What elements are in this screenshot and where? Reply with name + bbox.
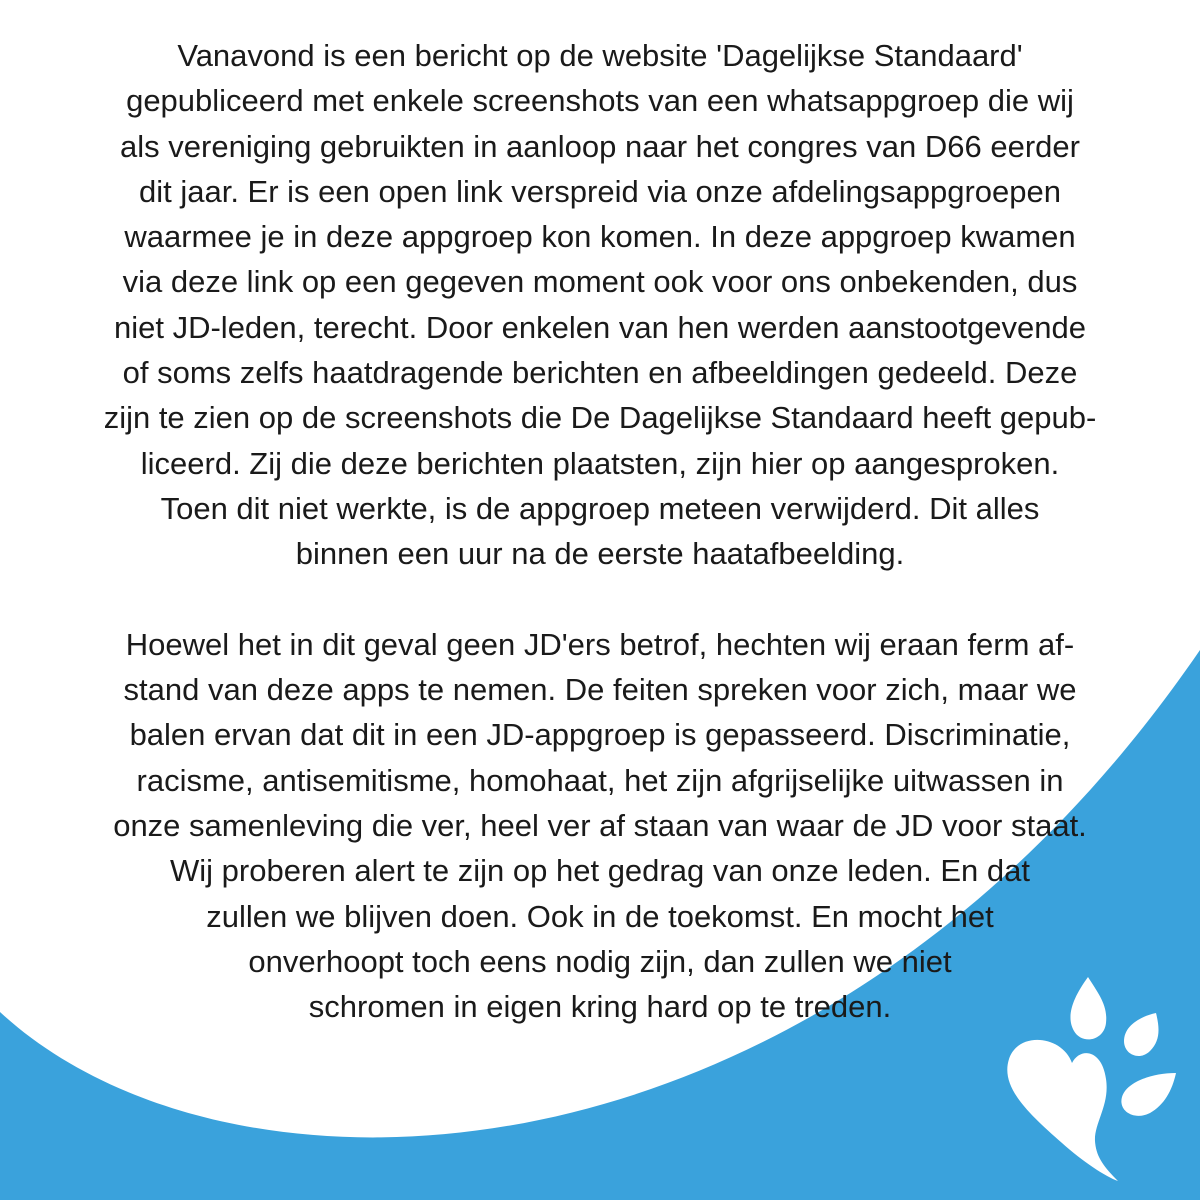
- statement-text: [0, 33, 1200, 1030]
- drop-long-shape: [1121, 1073, 1176, 1116]
- text-line: balen ervan dat dit in een JD-appgroep is gepasseerd. Discriminatie,: [129, 717, 1071, 753]
- paragraph-spacer: [0, 577, 1200, 622]
- text-line: waarmee je in deze appgroep kon komen. In deze appgroep kwamen: [124, 219, 1076, 255]
- text-line: als vereniging gebruikten in aanloop naar het congres van D66 eerder: [120, 128, 1080, 164]
- text-line: onverhoopt toch eens nodig zijn, dan zullen we niet: [248, 943, 952, 979]
- text-line: Wij proberen alert te zijn op het gedrag van onze leden. En dat: [170, 853, 1030, 889]
- text-line: liceerd. Zij die deze berichten plaatsten, zijn hier op aangesproken.: [140, 445, 1060, 481]
- text-line: racisme, antisemitisme, homohaat, het zijn afgrijselijke uitwassen in: [136, 762, 1064, 798]
- text-line: gepubliceerd met enkele screenshots van een whatsappgroep die wij: [126, 83, 1074, 119]
- drop-medium-shape: [1070, 977, 1106, 1039]
- text-line: zullen we blijven doen. Ook in de toekomst. En mocht het: [206, 898, 994, 934]
- text-line: stand van deze apps te nemen. De feiten spreken voor zich, maar we: [123, 672, 1077, 708]
- drop-small-shape: [1124, 1013, 1158, 1056]
- text-line: Toen dit niet werkte, is de appgroep meteen verwijderd. Dit alles: [160, 490, 1040, 526]
- droplets-heart-icon: [1000, 955, 1180, 1185]
- text-line: via deze link op een gegeven moment ook voor ons onbekenden, dus: [122, 264, 1078, 300]
- text-line: schromen in eigen kring hard op te treden.: [308, 989, 892, 1025]
- text-line: of soms zelfs haatdragende berichten en afbeeldingen gedeeld. Deze: [122, 355, 1078, 391]
- text-line: dit jaar. Er is een open link verspreid via onze afdelingsappgroepen: [139, 173, 1061, 209]
- text-line: binnen een uur na de eerste haatafbeelding.: [295, 536, 905, 572]
- text-line: onze samenleving die ver, heel ver af staan van waar de JD voor staat.: [113, 808, 1087, 844]
- text-line: niet JD-leden, terecht. Door enkelen van hen werden aanstootgevende: [114, 309, 1086, 345]
- text-line: zijn te zien op de screenshots die De Dagelijkse Standaard heeft gepub-: [103, 400, 1097, 436]
- paragraph-1: [0, 33, 1200, 577]
- heart-drop-shape: [1007, 1040, 1118, 1181]
- text-line: Vanavond is een bericht op de website 'Dagelijkse Standaard': [177, 38, 1023, 73]
- text-line: Hoewel het in dit geval geen JD'ers betrof, hechten wij eraan ferm af-: [125, 626, 1075, 662]
